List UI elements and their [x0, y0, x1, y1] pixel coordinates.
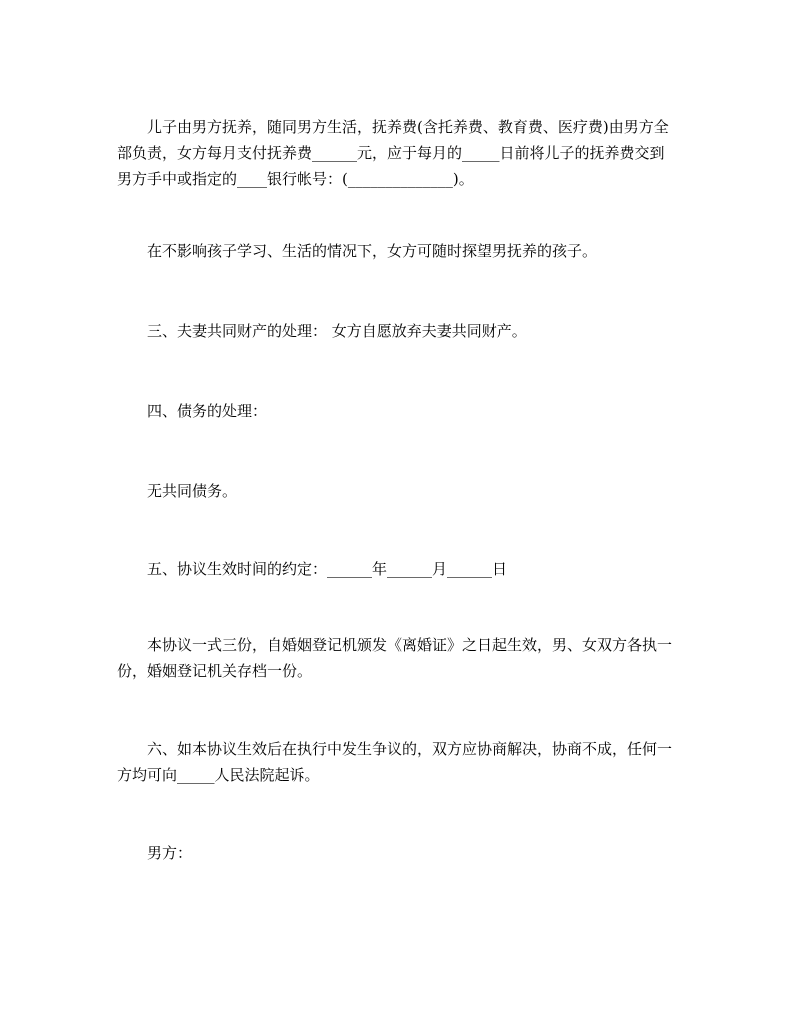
paragraph-joint-property: 三、夫妻共同财产的处理： 女方自愿放弃夫妻共同财产。: [147, 322, 527, 340]
paragraph-effective-date: 五、协议生效时间的约定：______年______月______日: [147, 560, 508, 578]
paragraph-visitation: 在不影响孩子学习、生活的情况下，女方可随时探望男抚养的孩子。: [147, 242, 598, 260]
paragraph-child-custody: 儿子由男方抚养，随同男方生活，抚养费(含托养费、教育费、医疗费)由男方全部负责，女方每月支付抚养费______元，应于每月的_____日前将儿子的抚养费交到男方手中或指定的____银行帐号：(______________)。: [117, 118, 669, 188]
paragraph-male-party: 男方：: [147, 844, 193, 862]
paragraph-no-debt: 无共同债务。: [147, 482, 238, 500]
paragraph-debt-heading: 四、债务的处理：: [147, 402, 268, 420]
paragraph-dispute: 六、如本协议生效后在执行中发生争议的，双方应协商解决，协商不成，任何一方均可向_____人民法院起诉。: [117, 740, 673, 784]
paragraph-copies: 本协议一式三份，自婚姻登记机颁发《离婚证》之日起生效，男、女双方各执一份，婚姻登记机关存档一份。: [117, 636, 673, 680]
